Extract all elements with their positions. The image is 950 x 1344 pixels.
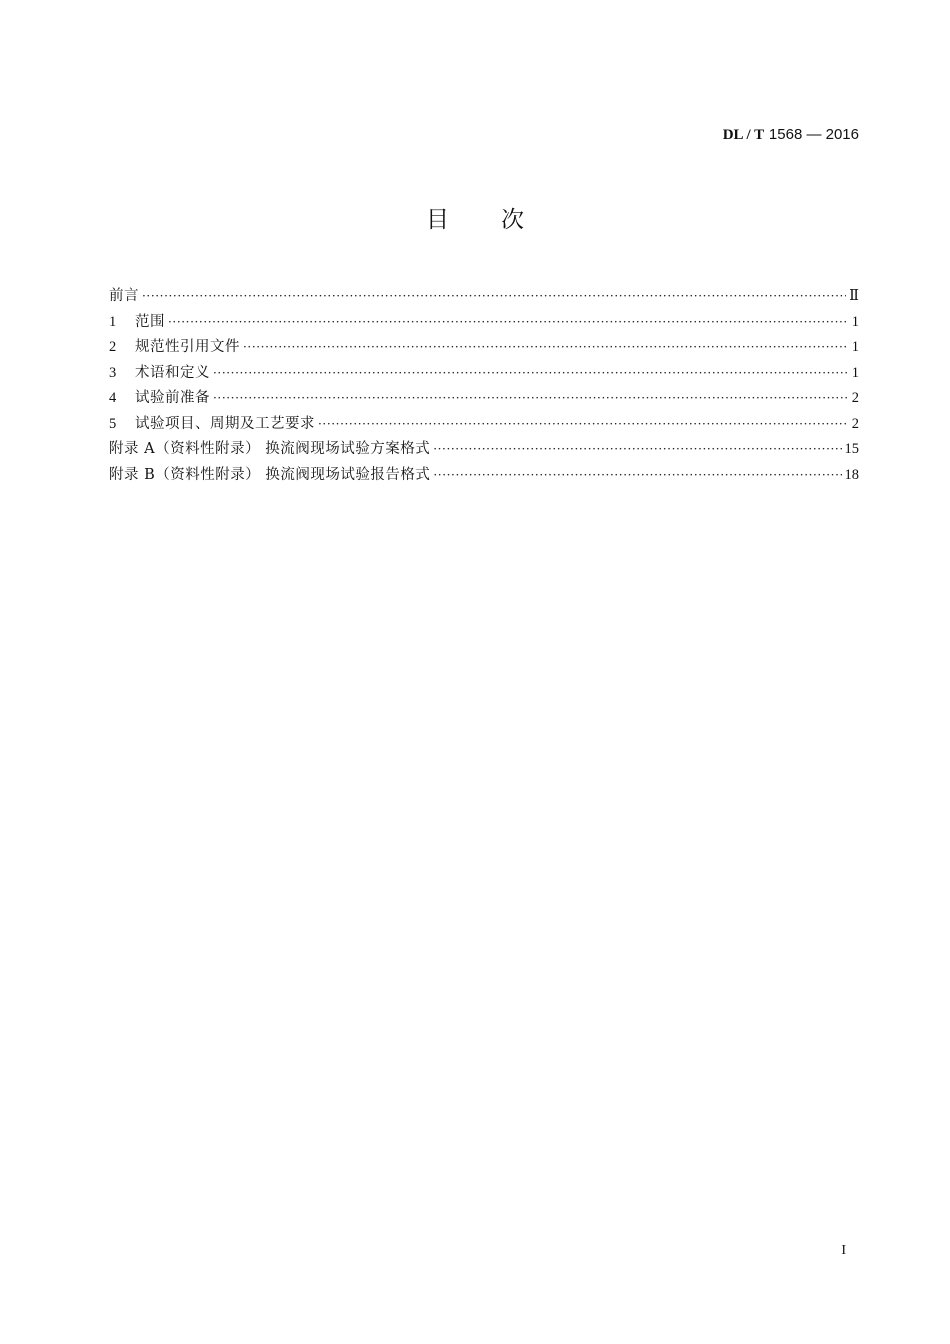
toc-entry-text: 试验项目、周期及工艺要求 bbox=[135, 415, 315, 432]
toc-entry-text: 规范性引用文件 bbox=[135, 339, 240, 355]
toc-entry-number: 1 bbox=[109, 313, 117, 330]
toc-entry-3[interactable] bbox=[109, 361, 859, 387]
toc-entry-page: 1 bbox=[851, 313, 859, 330]
toc-entry-text: 术语和定义 bbox=[135, 364, 210, 381]
toc-entry-page: 1 bbox=[851, 339, 859, 355]
toc-entry-preface[interactable] bbox=[109, 284, 859, 310]
standard-number bbox=[723, 124, 859, 145]
toc-entry-appendix-b[interactable] bbox=[109, 463, 859, 489]
page-title-char-1: 目 bbox=[426, 207, 449, 233]
table-of-contents bbox=[109, 284, 859, 488]
toc-leader-dots bbox=[213, 361, 848, 387]
toc-entry-5[interactable] bbox=[109, 412, 859, 438]
toc-entry-text: 试验前准备 bbox=[135, 390, 210, 406]
toc-entry-page: 2 bbox=[851, 415, 859, 432]
toc-entry-4[interactable] bbox=[109, 386, 859, 412]
toc-entry-number: 4 bbox=[109, 390, 117, 406]
toc-entry-page: 18 bbox=[844, 466, 859, 483]
toc-leader-dots bbox=[433, 437, 841, 463]
toc-entry-2[interactable] bbox=[109, 335, 859, 361]
toc-entry-number: 2 bbox=[109, 339, 117, 355]
toc-entry-page: 2 bbox=[851, 390, 859, 406]
toc-entry-number: 5 bbox=[109, 415, 117, 432]
toc-entry-text: 前言 bbox=[109, 288, 139, 304]
toc-entry-text: 附录 A（资料性附录） 换流阀现场试验方案格式 bbox=[109, 441, 431, 457]
toc-entry-text: 附录 B（资料性附录） 换流阀现场试验报告格式 bbox=[109, 466, 431, 483]
page-title-char-2: 次 bbox=[501, 207, 524, 233]
toc-entry-page: 15 bbox=[844, 441, 859, 457]
toc-leader-dots bbox=[142, 284, 846, 310]
toc-entry-page: Ⅱ bbox=[849, 288, 859, 304]
page-number: I bbox=[841, 1243, 846, 1258]
toc-leader-dots bbox=[433, 463, 841, 489]
toc-leader-dots bbox=[243, 335, 848, 361]
toc-leader-dots bbox=[213, 386, 848, 412]
toc-leader-dots bbox=[318, 412, 848, 438]
toc-entry-page: 1 bbox=[851, 364, 859, 381]
standard-code: DL / T bbox=[722, 127, 765, 143]
page-title bbox=[0, 204, 950, 236]
standard-year-number: 1568 — 2016 bbox=[768, 126, 859, 143]
toc-leader-dots bbox=[168, 310, 848, 336]
toc-entry-number: 3 bbox=[109, 364, 117, 381]
toc-entry-appendix-a[interactable] bbox=[109, 437, 859, 463]
toc-entry-text: 范围 bbox=[135, 313, 165, 330]
toc-entry-1[interactable] bbox=[109, 310, 859, 336]
